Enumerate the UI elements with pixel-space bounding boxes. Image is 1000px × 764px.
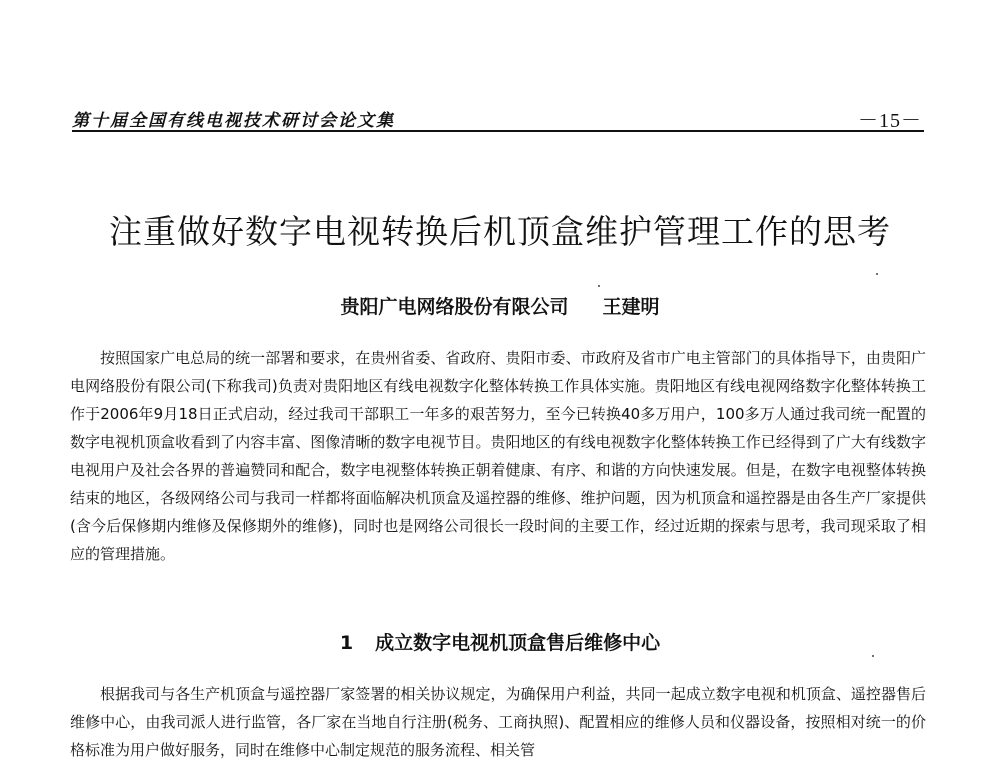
scan-speck [598, 285, 600, 287]
paragraph-intro: 按照国家广电总局的统一部署和要求，在贵州省委、省政府、贵阳市委、市政府及省市广电主管部门的具体指导下，由贵阳广电网络股份有限公司(下称我司)负责对贵阳地区有线电视数字化整体转换工作具体实施。贵阳地区有线电视网络数字化整体转换工作于2006年9月18日正式启动，经过我司干部职工一年多的艰苦努力，至今已转换40多万用户，100多万人通过我司统一配置的数字电视机顶盒收看到了内容丰富、图像清晰的数字电视节目。贵阳地区的有线电视数字化整体转换工作已经得到了广大有线数字电视用户及社会各界的普遍赞同和配合，数字电视整体转换正朝着健康、有序、和谐的方向快速发展。但是，在数字电视整体转换结束的地区，各级网络公司与我司一样都将面临解决机顶盒及遥控器的维修、维护问题，因为机顶盒和遥控器是由各生产厂家提供(含今后保修期内维修及保修期外的维修)，同时也是网络公司很长一段时间的主要工作，经过近期的探索与思考，我司现采取了相应的管理措施。 [70, 349, 926, 563]
running-header [72, 104, 924, 132]
page-number: －15－ [858, 110, 922, 132]
author-name: 王建明 [602, 296, 660, 318]
byline [0, 292, 1000, 319]
section-heading-1 [0, 628, 1000, 655]
section-number: 1 [339, 632, 354, 654]
paragraph-section-1: 根据我司与各生产机顶盒与遥控器厂家签署的相关协议规定，为确保用户利益，共同一起成立数字电视和机顶盒、遥控器售后维修中心，由我司派人进行监管，各厂家在当地自行注册(税务、工商执照)、配置相应的维修人员和仪器设备，按照相对统一的价格标准为用户做好服务，同时在维修中心制定规范的服务流程、相关管 [70, 685, 926, 759]
author-affiliation: 贵阳广电网络股份有限公司 [340, 296, 569, 318]
section-title: 成立数字电视机顶盒售后维修中心 [375, 632, 661, 654]
journal-title: 第十届全国有线电视技术研讨会论文集 [72, 111, 395, 131]
article-title: 注重做好数字电视转换后机顶盒维护管理工作的思考 [109, 212, 891, 251]
scan-speck [872, 655, 874, 657]
scan-speck [876, 273, 878, 275]
